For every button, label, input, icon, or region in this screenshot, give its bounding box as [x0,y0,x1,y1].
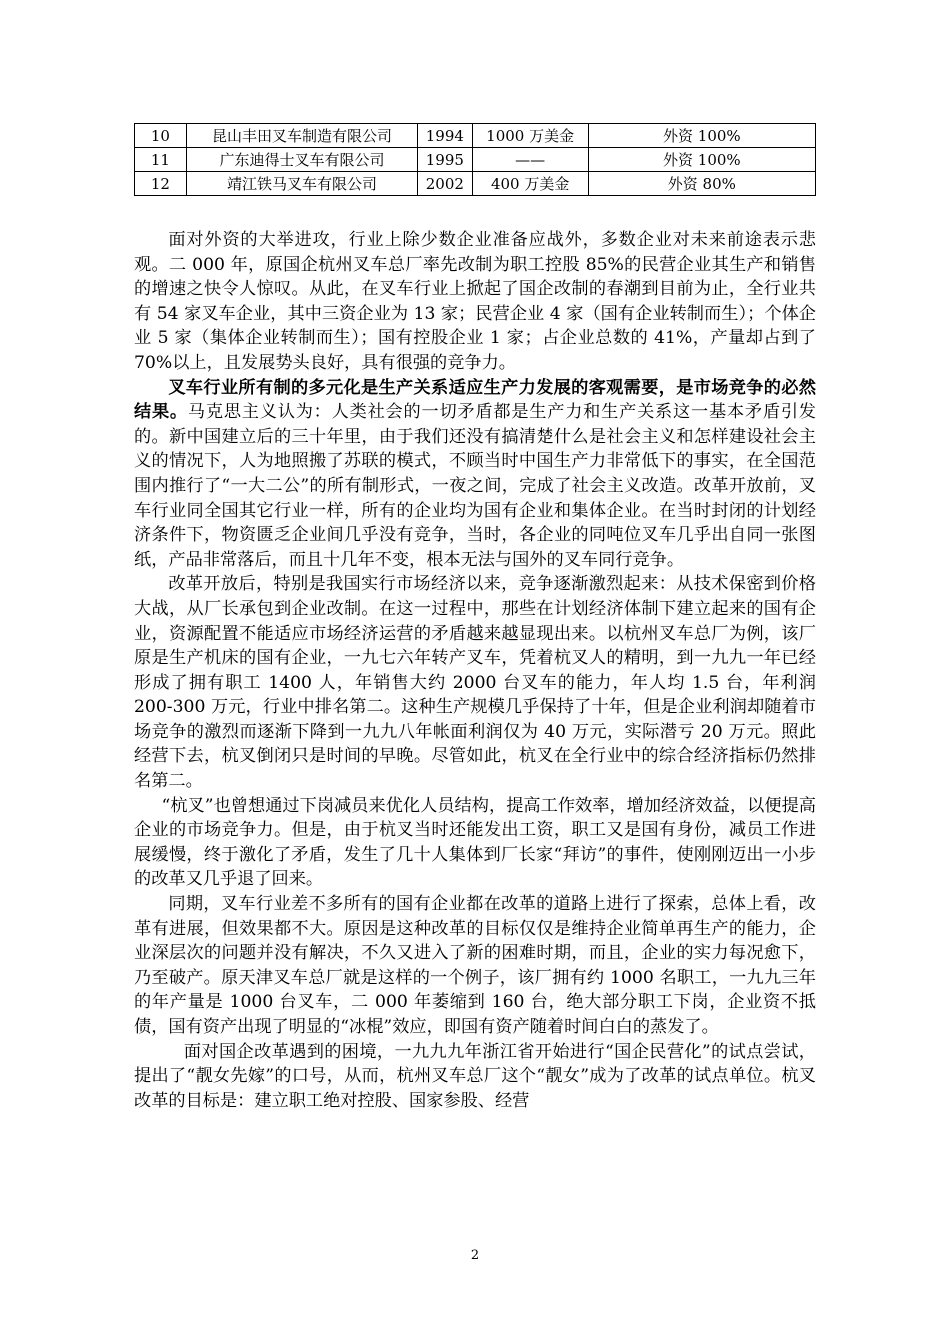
paragraph-5: 同期，叉车行业差不多所有的国有企业都在改革的道路上进行了探索，总体上看，改革有进展，但效果都不大。原因是这种改革的目标仅仅是维持企业简单再生产的能力，企业深层次的问题并没有解决，不久又进入了新的困难时期，而且，企业的实力每况愈下，乃至破产。原天津叉车总厂就是这样的一个例子，该厂拥有约 1000 名职工，一九九三年的年产量是 1000 台叉车，二 000 年萎缩到 160 台，绝大部分职工下岗，企业资不抵债，国有资产出现了明显的“冰棍”效应，即国有资产随着时间白白的蒸发了。 [134,894,816,1037]
founded-year: 1994 [418,124,473,148]
body-text [134,228,816,1113]
page-number: 2 [470,1248,480,1263]
ownership-share: 外资 100% [588,148,815,172]
founded-year: 1995 [418,148,473,172]
investment-amount: 1000 万美金 [472,124,588,148]
paragraph-2 [134,376,816,573]
company-name: 昆山丰田叉车制造有限公司 [186,124,417,148]
paragraph-6: 面对国企改革遇到的困境，一九九九年浙江省开始进行“国企民营化”的试点尝试，提出了“靓女先嫁”的口号，从而，杭州叉车总厂这个“靓女”成为了改革的试点单位。杭叉改革的目标是：建立职工绝对控股、国家参股、经营 [134,1041,816,1111]
table-row [135,172,816,196]
paragraph-2-body: 马克思主义认为：人类社会的一切矛盾都是生产力和生产关系这一基本矛盾引发的。新中国建立后的三十年里，由于我们还没有搞清楚什么是社会主义和怎样建设社会主义的情况下，人为地照搬了苏联的模式，不顾当时中国生产力非常低下的事实，在全国范围内推行了“一大二公”的所有制形式，一夜之间，完成了社会主义改造。改革开放前，叉车行业同全国其它行业一样，所有的企业均为国有企业和集体企业。在当时封闭的计划经济条件下，物资匮乏企业间几乎没有竞争，当时，各企业的同吨位叉车几乎出自同一张图纸，产品非常落后，而且十几年不变，根本无法与国外的叉车同行竞争。 [134,402,816,570]
ownership-share: 外资 80% [588,172,815,196]
paragraph-1: 面对外资的大举进攻，行业上除少数企业准备应战外，多数企业对未来前途表示悲观。二 000 年，原国企杭州叉车总厂率先改制为职工控股 85%的民营企业其生产和销售的增速之快令人惊叹。从此，在叉车行业上掀起了国企改制的春潮到目前为止，全行业共有 54 家叉车企业，其中三资企业为 13 家；民营企业 4 家（国有企业转制而生）；个体企业 5 家（集体企业转制而生）；国有控股企业 1 家；占企业总数的 41%，产量却占到了 70%以上，且发展势头良好，具有很强的竞争力。 [134,230,816,373]
paragraph-3: 改革开放后，特别是我国实行市场经济以来，竞争逐渐激烈起来：从技术保密到价格大战，从厂长承包到企业改制。在这一过程中，那些在计划经济体制下建立起来的国有企业，资源配置不能适应市场经济运营的矛盾越来越显现出来。以杭州叉车总厂为例，该厂原是生产机床的国有企业，一九七六年转产叉车，凭着杭叉人的精明，到一九九一年已经形成了拥有职工 1400 人，年销售大约 2000 台叉车的能力，年人均 1.5 台，年利润 200-300 万元，行业中排名第二。这种生产规模几乎保持了十年，但是企业利润却随着市场竞争的激烈而逐渐下降到一九九八年帐面利润仅为 40 万元，实际潜亏 20 万元。照此经营下去，杭叉倒闭只是时间的早晚。尽管如此，杭叉在全行业中的综合经济指标仍然排名第二。 [134,574,816,792]
company-name: 靖江铁马叉车有限公司 [186,172,417,196]
paragraph-2-bold-lead: 叉车行业所有制的多元化是生产关系适应生产力发展的客观需要，是市场竞争的必然结果。 [134,377,816,423]
company-name: 广东迪得士叉车有限公司 [186,148,417,172]
paragraph-4: “杭叉”也曾想通过下岗减员来优化人员结构，提高工作效率，增加经济效益，以便提高企业的市场竞争力。但是，由于杭叉当时还能发出工资，职工又是国有身份，减员工作进展缓慢，终于激化了矛盾，发生了几十人集体到厂长家“拜访”的事件，使刚刚迈出一小步的改革又几乎退了回来。 [134,795,816,890]
founded-year: 2002 [418,172,473,196]
table-row [135,124,816,148]
ownership-share: 外资 100% [588,124,815,148]
row-number: 12 [135,172,187,196]
company-table [134,123,816,196]
row-number: 10 [135,124,187,148]
row-number: 11 [135,148,187,172]
investment-amount: 400 万美金 [472,172,588,196]
table-row [135,148,816,172]
investment-amount: —— [472,148,588,172]
